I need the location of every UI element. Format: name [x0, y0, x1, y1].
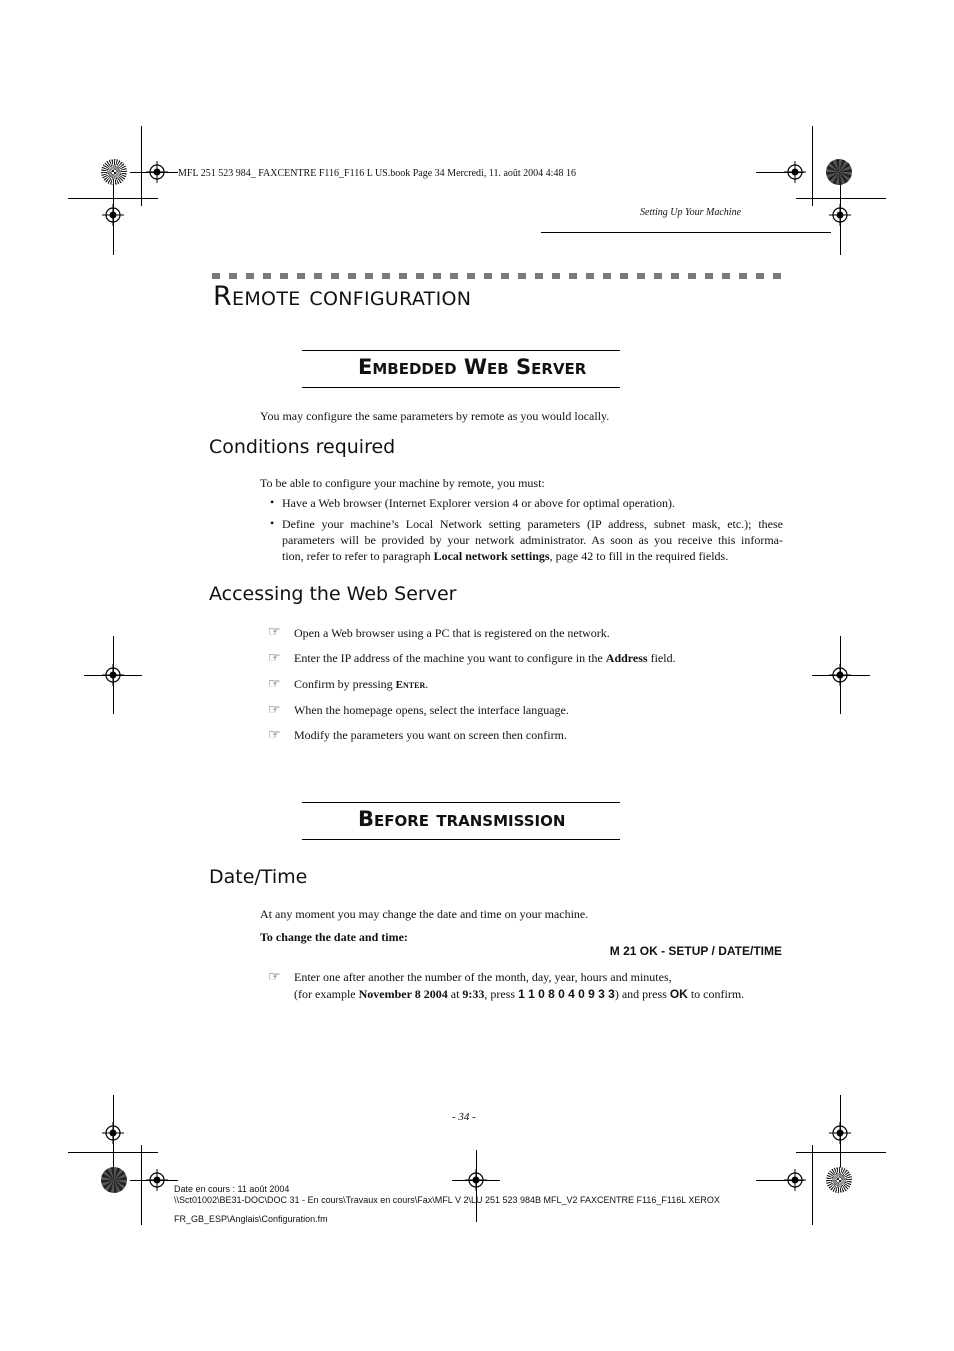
menu-path: M 21 OK - SETUP / DATE/TIME — [609, 944, 782, 958]
section-heading-box — [302, 802, 620, 840]
datetime-intro: At any moment you may change the date and time on your machine. — [260, 907, 589, 921]
datetime-howto: To change the date and time: — [260, 930, 408, 944]
registration-mark-icon — [784, 1169, 806, 1191]
bullet-marker: • — [270, 495, 275, 509]
link-reference: Local network settings — [433, 549, 550, 563]
registration-mark-icon — [102, 664, 124, 686]
key-sequence: 1 1 0 8 0 4 0 9 3 3 — [518, 987, 615, 1001]
access-step-2 — [294, 650, 676, 666]
crop-mark — [68, 1152, 158, 1153]
color-wheel-icon — [101, 159, 127, 185]
registration-mark-icon — [829, 664, 851, 686]
key-name: Enter — [395, 679, 426, 691]
text-run: Enter the IP address of the machine you want to configure in the — [294, 651, 606, 665]
access-step-3 — [294, 676, 428, 693]
crop-mark — [141, 126, 142, 206]
running-head: Setting Up Your Machine — [640, 207, 742, 218]
text-run: , press — [484, 987, 519, 1001]
datetime-step-line-1: Enter one after another the number of the month, day, year, hours and minutes, — [294, 970, 672, 984]
subheading-datetime: Date/Time — [209, 866, 308, 888]
color-wheel-icon — [826, 1167, 852, 1193]
text-run: . — [425, 677, 429, 691]
registration-mark-icon — [784, 161, 806, 183]
registration-mark-icon — [829, 1122, 851, 1144]
crop-mark — [812, 126, 813, 206]
section-title: Before transmission — [358, 807, 566, 831]
ok-key: OK — [669, 987, 688, 1001]
text-run: Confirm by pressing — [294, 677, 396, 691]
text-run: ) and press — [614, 987, 670, 1001]
crop-mark — [796, 1152, 886, 1153]
access-step-1: Open a Web browser using a PC that is registered on the network. — [294, 626, 610, 640]
text-run: , page 42 to fill in the required fields. — [549, 549, 729, 563]
crop-mark — [812, 1145, 813, 1225]
field-name: Address — [605, 651, 648, 665]
chapter-title: Remote configuration — [213, 281, 472, 312]
datetime-step-line-2 — [294, 986, 744, 1002]
registration-mark-icon — [146, 1169, 168, 1191]
text-run: tion, refer to refer to paragraph — [282, 549, 434, 563]
text-run: field. — [647, 651, 676, 665]
pointing-hand-icon: ☞ — [268, 625, 281, 640]
registration-mark-icon — [102, 204, 124, 226]
chapter-dash-rule — [212, 273, 784, 279]
footer-path: \\Sct01002\BE31-DOC\DOC 31 - En cours\Travaux en cours\Fax\MFL V 2\LU 251 523 984B MFL_V2 FAXCENTRE F116_F116L XEROX — [174, 1195, 720, 1205]
footer-file: FR_GB_ESP\Anglais\Configuration.fm — [174, 1214, 328, 1224]
book-info: MFL 251 523 984_ FAXCENTRE F116_F116 L US.book Page 34 Mercredi, 11. août 2004 4:48 16 — [178, 168, 576, 179]
example-date: November 8 2004 — [358, 987, 448, 1001]
subheading-conditions: Conditions required — [209, 436, 396, 458]
conditions-lead: To be able to configure your machine by remote, you must: — [260, 476, 545, 490]
example-time: 9:33 — [462, 987, 485, 1001]
access-step-5: Modify the parameters you want on screen then confirm. — [294, 728, 567, 742]
conditions-bullet-2 — [282, 516, 783, 564]
bullet-marker: • — [270, 516, 275, 530]
registration-mark-icon — [102, 1122, 124, 1144]
registration-mark-icon — [146, 161, 168, 183]
subheading-accessing: Accessing the Web Server — [209, 583, 457, 605]
text-run: to confirm. — [687, 987, 745, 1001]
registration-mark-icon — [465, 1169, 487, 1191]
crop-mark — [796, 198, 886, 199]
bullet-line: Define your machine’s Local Network setting parameters (IP address, subnet mask, etc.); these — [282, 517, 783, 531]
conditions-bullet-1: Have a Web browser (Internet Explorer version 4 or above for optimal operation). — [282, 496, 676, 510]
pointing-hand-icon: ☞ — [268, 651, 281, 666]
page-number: - 34 - — [452, 1111, 476, 1123]
text-run: (for example — [294, 987, 359, 1001]
footer-date: Date en cours : 11 août 2004 — [174, 1184, 290, 1194]
registration-mark-icon — [829, 204, 851, 226]
access-step-4: When the homepage opens, select the interface language. — [294, 703, 569, 717]
pointing-hand-icon: ☞ — [268, 703, 281, 718]
pointing-hand-icon: ☞ — [268, 970, 281, 985]
pointing-hand-icon: ☞ — [268, 677, 281, 692]
color-wheel-icon — [826, 159, 852, 185]
pointing-hand-icon: ☞ — [268, 728, 281, 743]
bullet-line: parameters will be provided by your network administrator. As soon as you receive this informa- — [282, 533, 783, 547]
section-intro: You may configure the same parameters by remote as you would locally. — [260, 409, 610, 423]
section-title: Embedded Web Server — [358, 355, 587, 379]
color-wheel-icon — [101, 1167, 127, 1193]
bullet-line — [282, 548, 783, 564]
text-run: at — [447, 987, 463, 1001]
crop-mark — [141, 1145, 142, 1225]
section-heading-box — [302, 350, 620, 388]
header-rule — [541, 232, 831, 233]
